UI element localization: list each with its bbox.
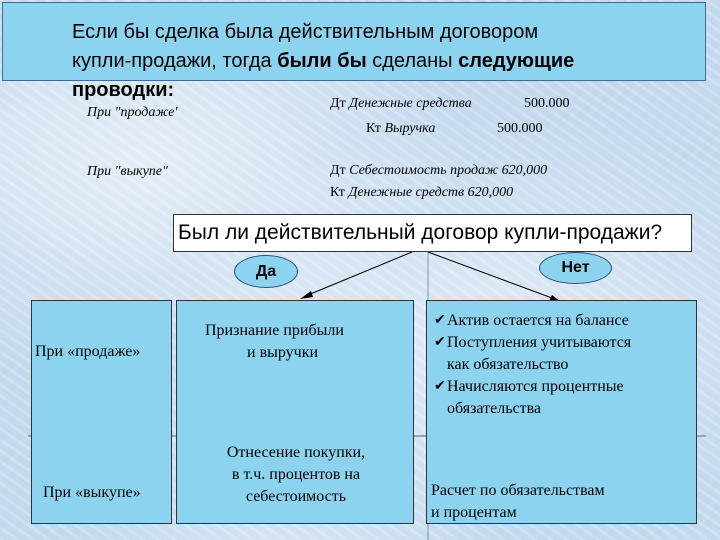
checkmark-icon: ✔ <box>434 335 446 350</box>
entry-buyback-label: При "выкупе" <box>87 164 168 179</box>
arrow-no-line <box>428 252 552 298</box>
no-sale-list <box>434 310 694 420</box>
yes-buyback-text: Отнесение покупки, в т.ч. процентов на себестоимость <box>226 444 366 505</box>
entry-sale-credit: Кт Выручка <box>366 121 436 136</box>
title-line-2: купли-продажи, тогда были бы сделаны следующие <box>72 50 575 72</box>
arrow-yes-head <box>300 291 313 299</box>
entry-buyback-debit: Дт Себестоимость продаж 620,000 <box>330 163 548 178</box>
title-line-3: проводки: <box>72 79 175 101</box>
arrow-yes-line <box>308 252 412 295</box>
no-oval: Нет <box>539 252 612 284</box>
no-buyback-text: Расчет по обязательствам и процентам <box>431 482 605 521</box>
entry-sale-credit-amount: 500.000 <box>497 121 543 136</box>
entry-buyback-credit: Кт Денежные средств 620,000 <box>330 185 514 200</box>
yes-oval: Да <box>234 255 298 288</box>
bullet-item: ✔ Актив остается на балансе <box>434 310 694 332</box>
question-box: Был ли действительный договор купли-продажи? <box>173 214 692 252</box>
title-line-1: Если бы сделка была действительным договором <box>72 21 539 43</box>
left-buyback-label: При «выкупе» <box>43 484 141 501</box>
checkmark-icon: ✔ <box>434 379 446 394</box>
checkmark-icon: ✔ <box>434 313 446 328</box>
entry-sale-label: При "продаже' <box>87 105 178 120</box>
bullet-item: ✔ Поступления учитываются как обязательство <box>434 334 632 373</box>
entry-sale-debit-amount: 500.000 <box>524 96 570 111</box>
left-sale-label: При «продаже» <box>35 343 141 360</box>
entry-sale-debit: Дт Денежные средства <box>330 96 472 111</box>
yes-sale-text: Признание прибыли и выручки <box>205 322 344 361</box>
bullet-item: ✔ Начисляются процентные обязательства <box>434 378 624 417</box>
